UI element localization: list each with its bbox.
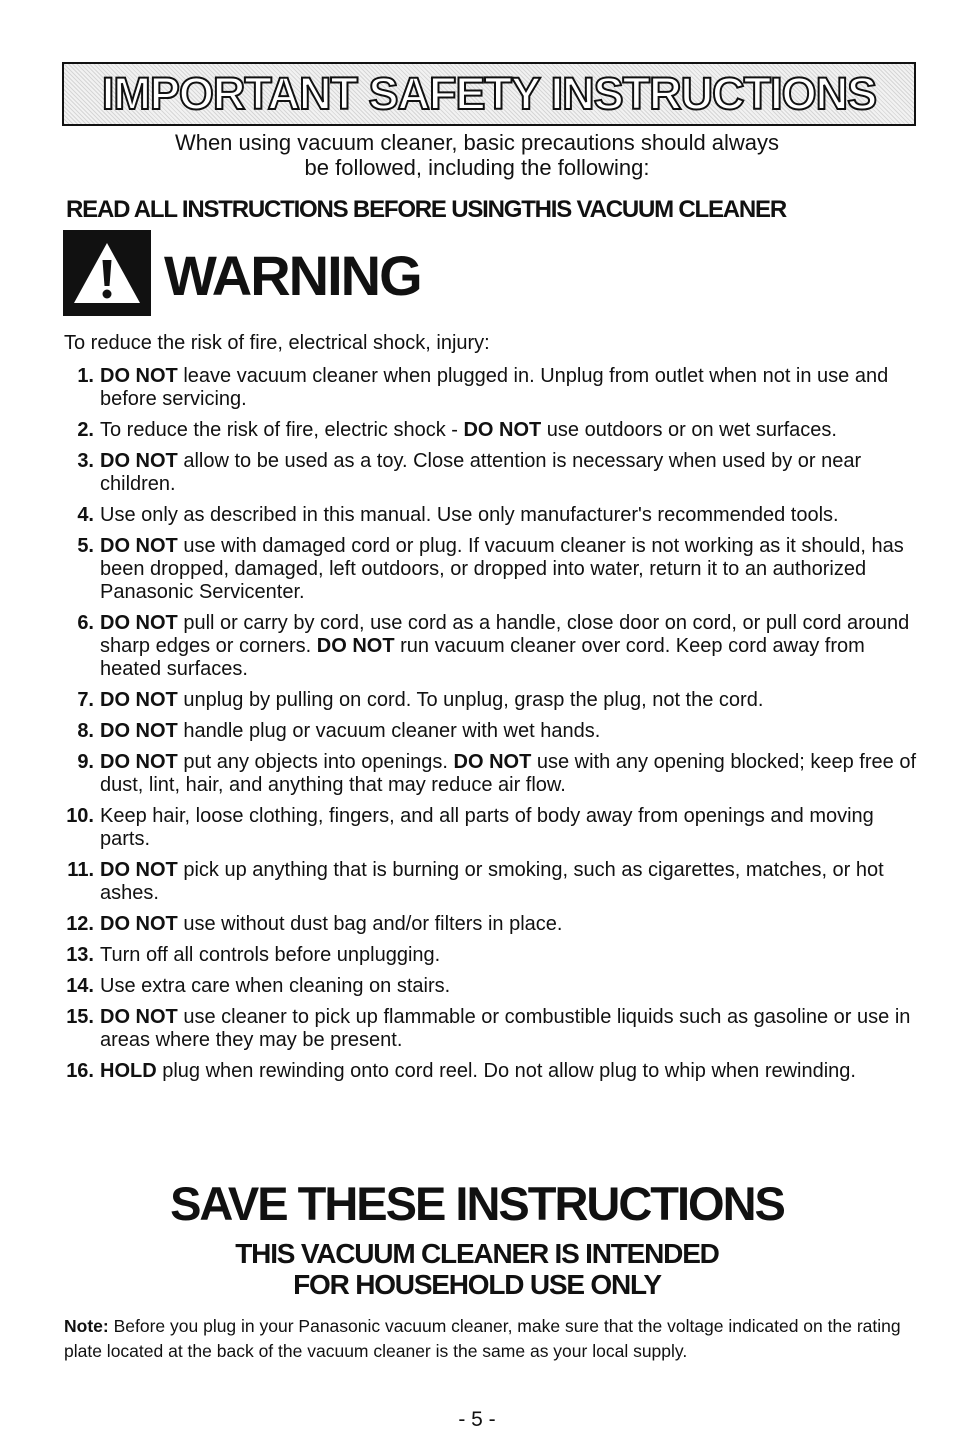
item-text: allow to be used as a toy. Close attention is necessary when used by or near children. — [100, 450, 862, 495]
item-text-2: run vacuum cleaner over cord. Keep cord away from heated surfaces. — [100, 635, 865, 680]
item-text: Turn off all controls before unplugging. — [100, 944, 441, 966]
item-number: 13. — [66, 944, 94, 966]
item-emphasis: DO NOT — [463, 419, 542, 441]
instruction-item — [64, 944, 926, 967]
item-number: 5. — [77, 535, 94, 557]
instruction-item — [64, 720, 926, 743]
item-text: use without dust bag and/or filters in place. — [177, 913, 563, 935]
item-number: 4. — [77, 504, 94, 526]
item-text: handle plug or vacuum cleaner with wet hands. — [177, 720, 601, 742]
intro-text — [60, 130, 894, 180]
warning-heading: WARNING — [164, 244, 421, 307]
item-number: 6. — [77, 612, 94, 634]
item-number: 7. — [77, 689, 94, 711]
item-emphasis-2: DO NOT — [316, 635, 395, 657]
instruction-item — [64, 805, 926, 851]
title-banner — [62, 62, 916, 126]
instruction-item — [64, 859, 926, 905]
item-text: use cleaner to pick up flammable or combustible liquids such as gasoline or use in areas where they may be present. — [100, 1006, 911, 1051]
item-text: Use extra care when cleaning on stairs. — [100, 975, 451, 997]
item-emphasis: DO NOT — [100, 450, 178, 472]
item-text: pull or carry by cord, use cord as a handle, close door on cord, or pull cord around sharp edges or corners. — [100, 612, 910, 657]
item-text-pre: To reduce the risk of fire, electric shock - — [100, 419, 464, 441]
item-emphasis: DO NOT — [100, 689, 178, 711]
instruction-item — [64, 419, 926, 442]
item-number: 15. — [66, 1006, 94, 1028]
item-number: 10. — [66, 805, 94, 827]
item-emphasis: DO NOT — [100, 1006, 178, 1028]
instruction-item — [64, 535, 926, 604]
household-use-heading — [0, 1238, 954, 1300]
voltage-note — [64, 1314, 930, 1364]
intro-line-1: When using vacuum cleaner, basic precautions should always — [174, 130, 780, 155]
instruction-item — [64, 975, 926, 998]
item-number: 16. — [66, 1060, 94, 1082]
instruction-item — [64, 689, 926, 712]
item-text: unplug by pulling on cord. To unplug, grasp the plug, not the cord. — [177, 689, 764, 711]
item-number: 3. — [77, 450, 94, 472]
item-emphasis: DO NOT — [100, 720, 178, 742]
note-label: Note: — [64, 1316, 109, 1336]
household-line-1: THIS VACUUM CLEANER IS INTENDED — [235, 1238, 719, 1269]
item-emphasis: DO NOT — [100, 913, 178, 935]
item-text: put any objects into openings. — [177, 751, 454, 773]
warning-triangle-icon — [63, 230, 151, 316]
item-number: 9. — [77, 751, 94, 773]
item-number: 11. — [67, 859, 94, 881]
instruction-item — [64, 365, 926, 411]
item-text: Keep hair, loose clothing, fingers, and all parts of body away from openings and moving parts. — [100, 805, 874, 850]
read-all-heading: READ ALL INSTRUCTIONS BEFORE USINGTHIS VACUUM CLEANER — [66, 196, 786, 223]
item-number: 8. — [77, 720, 94, 742]
item-emphasis: HOLD — [100, 1060, 157, 1082]
item-emphasis: DO NOT — [100, 751, 178, 773]
item-emphasis: DO NOT — [100, 365, 178, 387]
instruction-item — [64, 450, 926, 496]
instruction-list — [64, 365, 926, 1091]
intro-line-2: be followed, including the following: — [304, 155, 650, 180]
item-number: 1. — [77, 365, 94, 387]
item-text: use outdoors or on wet surfaces. — [541, 419, 837, 441]
item-emphasis: DO NOT — [100, 535, 178, 557]
item-number: 2. — [77, 419, 94, 441]
instruction-item — [64, 1006, 926, 1052]
save-instructions-heading: SAVE THESE INSTRUCTIONS — [170, 1177, 784, 1230]
instruction-item — [64, 1060, 926, 1083]
household-line-2: FOR HOUSEHOLD USE ONLY — [293, 1269, 661, 1300]
item-emphasis: DO NOT — [100, 612, 178, 634]
item-emphasis-2: DO NOT — [453, 751, 532, 773]
item-text: use with damaged cord or plug. If vacuum cleaner is not working as it should, has been dropped, damaged, left outdoors, or dropped into water, return it to an authorized Panasonic Servicenter. — [100, 535, 904, 603]
item-text: pick up anything that is burning or smoking, such as cigarettes, matches, or hot ashes. — [100, 859, 884, 904]
instruction-item — [64, 612, 926, 681]
note-text: Before you plug in your Panasonic vacuum cleaner, make sure that the voltage indicated on the rating plate located at the back of the vacuum cleaner is the same as your local supply. — [64, 1316, 901, 1361]
item-number: 14. — [66, 975, 94, 997]
item-text: leave vacuum cleaner when plugged in. Unplug from outlet when not in use and before servicing. — [100, 365, 889, 410]
item-text: Use only as described in this manual. Use only manufacturer's recommended tools. — [100, 504, 839, 526]
item-number: 12. — [66, 913, 94, 935]
warning-lead: To reduce the risk of fire, electrical shock, injury: — [64, 332, 490, 354]
item-emphasis: DO NOT — [100, 859, 178, 881]
instruction-item — [64, 751, 926, 797]
item-text-2: use with any opening blocked; keep free of dust, lint, hair, and anything that may reduce air flow. — [100, 751, 917, 796]
page-title: IMPORTANT SAFETY INSTRUCTIONS — [101, 68, 877, 119]
page-number: - 5 - — [458, 1408, 496, 1431]
instruction-item — [64, 504, 926, 527]
item-text: plug when rewinding onto cord reel. Do not allow plug to whip when rewinding. — [156, 1060, 856, 1082]
instruction-item — [64, 913, 926, 936]
